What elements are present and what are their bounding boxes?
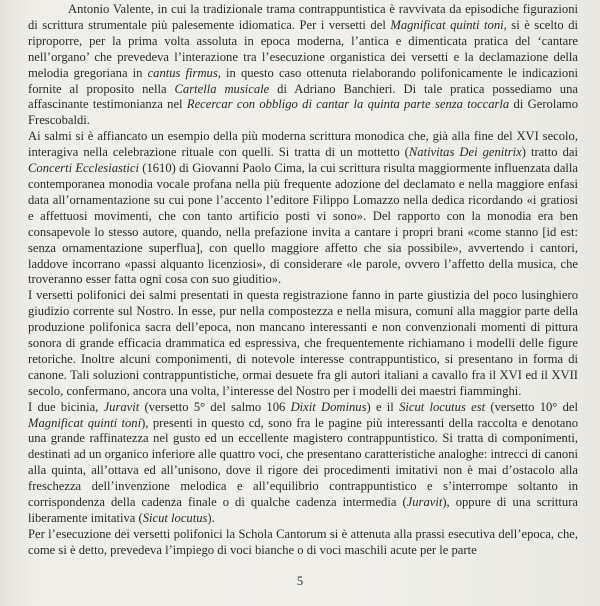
paragraph [28,288,578,399]
text-run: di Gerolamo Frescobaldi. [28,97,579,128]
italic-title: Cartella musicale [174,81,270,96]
body-text [28,2,578,559]
text-run: (versetto 10° del [485,399,578,414]
italic-title: Sicut locutus [142,511,208,525]
text-run: , si è scelto di riproporre, per la prima volta assoluta in epoca moderna, l’antica e dimenticata pratica del ‘cantare nell’organo’ che prevedeva l’interazione tra l’esecuzione organistica dei versetti e la declamazione della melodia gregoriana in [28,17,578,80]
text-run: Ai salmi si è affiancato un esempio della più moderna scrittura monodica che, già alla fine del XVI secolo, interagiva nella celebrazione rituale con quelli. Si tratta di un mottetto ( [28,129,578,160]
text-run: ), presenti in questo cd, sono fra le pagine più interessanti della raccolta e denotano una grande raffinatezza nel gusto ed un eccellente magistero contrappuntistico. Si tratta di componimenti, destinati ad un organico inferiore alle quattro voci, che presentano caratteristiche analoghe: intrecci di canoni alla quinta, all’ottava ed all’unisono, dove il rigore dei procedimenti imitativi non è mai d’ostacolo alla freschezza dell’invenzione melodica e all’equilibrio contrappuntistico e s’interrompe soltanto in corrispondenza della cadenza finale o di qualche cadenza intermedia ( [28,415,578,510]
text-run: ). [207,511,215,525]
text-run: (1610) di Giovanni Paolo Cima, la cui scrittura risulta maggiormente influenzata dalla contemporanea monodia vocale profana nella più frequente adozione del declamato e nella maggiore enfasi data all’ornamentazione su cui pone l’accento l’editore Filippo Lomazzo nella dedica ricordando «i gratiosi e affettuosi movimenti, che con tanto artificio posti vi sono». Del rapporto con la monodia era ben consapevole lo stesso autore, quando, nella prefazione invita a cantare i propri brani «come stanno [id est: senza ornamentazione superflua], con quello maggiore affetto che sia possibile», avvertendo i cantori, laddove incorrano «passi alquanto licenziosi», di considerare «le parole, ovvero l’affetto della musica, che troveranno esser fatta ogni cosa con suo giuditio». [28,161,578,287]
italic-title: cantus firmus [147,65,218,80]
italic-title: Juravit [103,399,140,414]
page-number: 5 [296,574,304,588]
italic-title: Concerti Ecclesiastici [28,161,139,176]
text-run: , in questo caso ottenuta rielaborando polifonicamente le indicazioni fornite al proposito nella [28,65,578,96]
italic-title: Magnificat quinti toni [28,415,142,430]
text-run: ), oppure di una scrittura liberamente imitativa ( [28,495,578,525]
italic-title: Sicut locutus est [399,399,486,414]
text-run: Antonio Valente, in cui la tradizionale trama contrappuntistica è ravvivata da episodiche figurazioni di scrittura strumentale più palesemente idiomatica. Per i versetti del [28,2,578,32]
italic-title: Nativitas Dei genitrix [408,145,522,160]
text-run: ) tratto dai [521,145,578,160]
paragraph [28,2,578,129]
italic-title: Magnificat quinti toni [390,17,504,32]
text-run: I due bicinia, [28,399,104,414]
italic-title: Recercar con obbligo di cantar la quinta parte senza toccarla [186,97,510,112]
paragraph [28,400,578,527]
italic-title: Dixit Dominus [290,399,367,414]
text-run: di Adriano Banchieri. Di tale pratica possediamo una affascinante testimonianza nel [28,81,578,112]
italic-title: Juravit [406,495,443,510]
paragraph [28,129,578,288]
text-run: ) e il [366,399,400,414]
text-run: Per l’esecuzione dei versetti polifonici la Schola Cantorum si è attenuta alla prassi esecutiva dell’epoca, che, come si è detto, prevedeva l’impiego di voci bianche o di voci maschili acute per le parte [28,526,578,557]
paragraph [28,527,578,559]
text-run: (versetto 5° del salmo 106 [139,399,291,414]
text-run: I versetti polifonici dei salmi presentati in questa registrazione fanno in parte giustizia del poco lusinghiero giudizio corrente sul Nostro. In esse, pur nella compostezza e nella misura, comuni alla maggior parte della produzione polifonica sacra dell’epoca, non mancano interessanti e non convenzionali momenti di pittura sonora di grande efficacia drammatica ed espressiva, che frequentemente richiamano i modelli delle figure retoriche. Inoltre alcuni componimenti, di notevole interesse contrappuntistico, si presentano in forma di canone. Tali soluzioni contrappuntistiche, ormai desuete fra gli autori italiani a cavallo fra il XVI ed il XVII secolo, confermano, ancora una volta, l’interesse del Nostro per i modelli dei maestri fiamminghi. [28,288,578,398]
